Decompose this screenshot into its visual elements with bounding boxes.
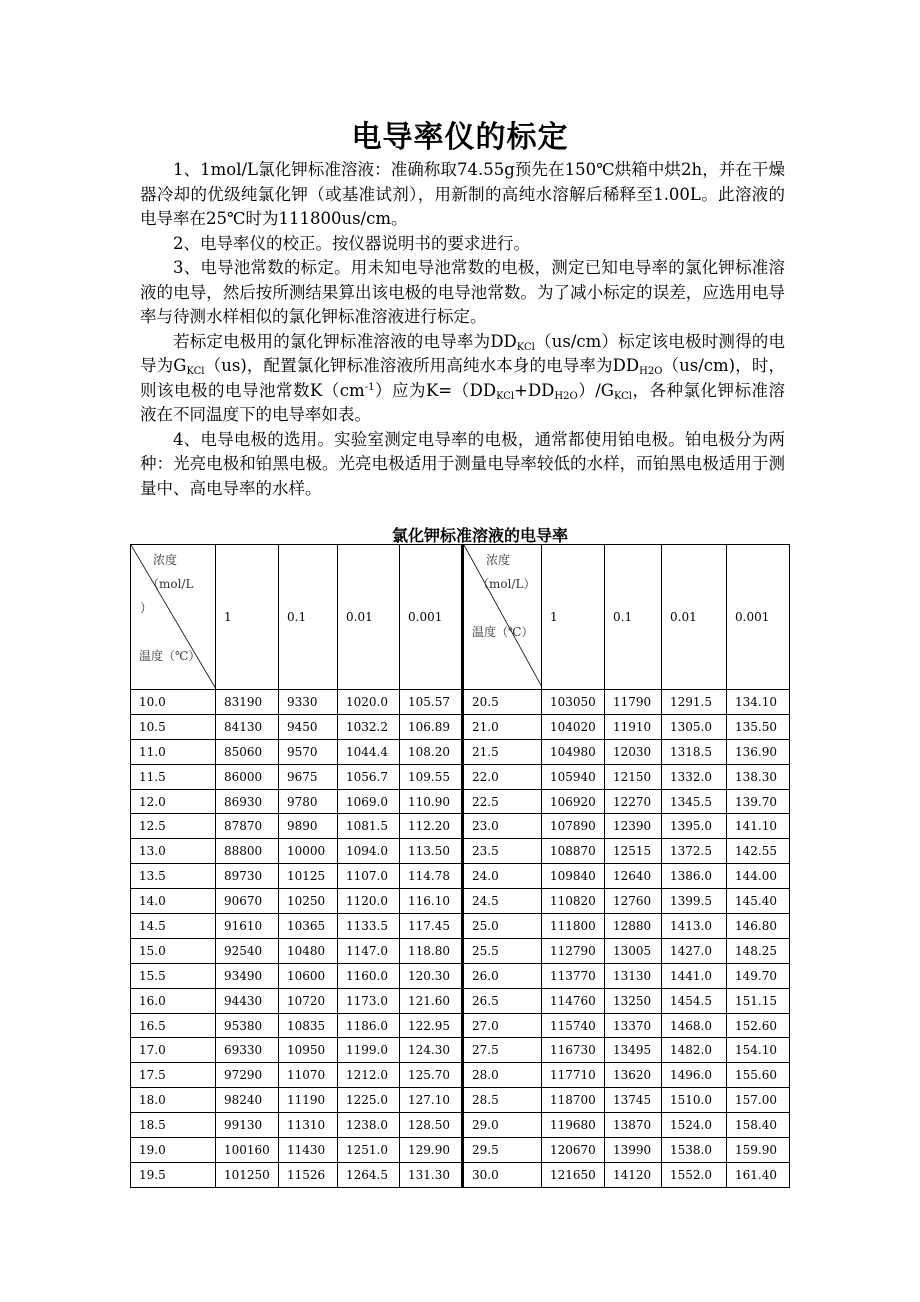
conductivity-cell: 88800 xyxy=(216,839,279,864)
conductivity-cell: 159.90 xyxy=(727,1138,790,1163)
temperature-cell: 17.5 xyxy=(131,1063,216,1088)
conductivity-cell: 10125 xyxy=(279,864,338,889)
conductivity-cell: 13745 xyxy=(605,1088,662,1113)
conductivity-cell: 1454.5 xyxy=(662,988,727,1013)
conductivity-cell: 115740 xyxy=(542,1013,605,1038)
paragraph-4: 4、电导电极的选用。实验室测定电导率的电极，通常都使用铂电极。铂电极分为两种：光亮电极和铂黑电极。光亮电极适用于测量电导率较低的水样，而铂黑电极适用于测量中、高电导率的水样。 xyxy=(140,429,785,498)
page-title: 电导率仪的标定 xyxy=(351,120,569,155)
conductivity-cell: 91610 xyxy=(216,914,279,939)
conductivity-cell: 129.90 xyxy=(400,1138,463,1163)
conductivity-cell: 93490 xyxy=(216,963,279,988)
conductivity-cell: 90670 xyxy=(216,889,279,914)
temperature-cell: 23.5 xyxy=(463,839,542,864)
conductivity-cell: 152.60 xyxy=(727,1013,790,1038)
header-diagonal-cell-left xyxy=(131,545,216,690)
temperature-label: 温度（℃） xyxy=(139,649,201,663)
temperature-cell: 10.0 xyxy=(131,690,216,715)
document-body xyxy=(140,158,785,501)
conductivity-cell: 121650 xyxy=(542,1162,605,1187)
conductivity-cell: 125.70 xyxy=(400,1063,463,1088)
temperature-cell: 27.0 xyxy=(463,1013,542,1038)
conductivity-cell: 89730 xyxy=(216,864,279,889)
table-row xyxy=(131,1162,790,1187)
conductivity-cell: 10000 xyxy=(279,839,338,864)
conductivity-cell: 1225.0 xyxy=(338,1088,400,1113)
conductivity-cell: 11910 xyxy=(605,714,662,739)
table-row xyxy=(131,714,790,739)
conductivity-cell: 83190 xyxy=(216,690,279,715)
conductivity-cell: 1147.0 xyxy=(338,938,400,963)
temperature-cell: 14.0 xyxy=(131,889,216,914)
conductivity-cell: 87870 xyxy=(216,814,279,839)
conductivity-cell: 1413.0 xyxy=(662,914,727,939)
conductivity-cell: 1372.5 xyxy=(662,839,727,864)
conductivity-cell: 10600 xyxy=(279,963,338,988)
temperature-cell: 16.0 xyxy=(131,988,216,1013)
conductivity-cell: 10720 xyxy=(279,988,338,1013)
conductivity-cell: 131.30 xyxy=(400,1162,463,1187)
temperature-cell: 13.5 xyxy=(131,864,216,889)
temperature-cell: 23.0 xyxy=(463,814,542,839)
conductivity-cell: 120670 xyxy=(542,1138,605,1163)
conductivity-cell: 13370 xyxy=(605,1013,662,1038)
conductivity-cell: 12270 xyxy=(605,789,662,814)
conductivity-cell: 12150 xyxy=(605,764,662,789)
conductivity-cell: 11190 xyxy=(279,1088,338,1113)
conductivity-cell: 112.20 xyxy=(400,814,463,839)
conductivity-cell: 144.00 xyxy=(727,864,790,889)
table-row xyxy=(131,814,790,839)
table-row xyxy=(131,1138,790,1163)
table-row xyxy=(131,914,790,939)
conductivity-cell: 113.50 xyxy=(400,839,463,864)
table-row xyxy=(131,1013,790,1038)
formula-paragraph xyxy=(140,330,785,428)
temperature-cell: 19.0 xyxy=(131,1138,216,1163)
conductivity-cell: 84130 xyxy=(216,714,279,739)
conductivity-cell: 1173.0 xyxy=(338,988,400,1013)
conductivity-cell: 1345.5 xyxy=(662,789,727,814)
table-row xyxy=(131,690,790,715)
conductivity-cell: 9450 xyxy=(279,714,338,739)
conductivity-cell: 110820 xyxy=(542,889,605,914)
conc-header: 0.01 xyxy=(338,545,400,690)
conductivity-cell: 13990 xyxy=(605,1138,662,1163)
conductivity-cell: 13620 xyxy=(605,1063,662,1088)
conductivity-cell: 1395.0 xyxy=(662,814,727,839)
conductivity-cell: 12030 xyxy=(605,739,662,764)
conductivity-cell: 1044.4 xyxy=(338,739,400,764)
conductivity-cell: 99130 xyxy=(216,1113,279,1138)
subscript-kcl: KCl xyxy=(516,341,535,353)
conductivity-cell: 135.50 xyxy=(727,714,790,739)
conductivity-table xyxy=(130,544,790,1188)
conductivity-cell: 128.50 xyxy=(400,1113,463,1138)
conductivity-cell: 116.10 xyxy=(400,889,463,914)
temperature-cell: 11.0 xyxy=(131,739,216,764)
conductivity-cell: 86930 xyxy=(216,789,279,814)
conductivity-cell: 10950 xyxy=(279,1038,338,1063)
table-row xyxy=(131,789,790,814)
formula-text: （us)，配置氯化钾标准溶液所用高纯水本身的电导率为DD xyxy=(204,356,640,375)
conductivity-cell: 12880 xyxy=(605,914,662,939)
conductivity-cell: 139.70 xyxy=(727,789,790,814)
formula-text: ，各种氯化钾标准溶液在不同温度下的电导率如表。 xyxy=(140,380,786,424)
conductivity-cell: 118.80 xyxy=(400,938,463,963)
conductivity-cell: 145.40 xyxy=(727,889,790,914)
temperature-cell: 28.0 xyxy=(463,1063,542,1088)
temperature-cell: 29.5 xyxy=(463,1138,542,1163)
conductivity-cell: 1318.5 xyxy=(662,739,727,764)
conductivity-cell: 117710 xyxy=(542,1063,605,1088)
conductivity-cell: 155.60 xyxy=(727,1063,790,1088)
conc-header: 0.001 xyxy=(400,545,463,690)
conc-header: 0.001 xyxy=(727,545,790,690)
conductivity-cell: 100160 xyxy=(216,1138,279,1163)
conductivity-cell: 154.10 xyxy=(727,1038,790,1063)
conductivity-cell: 97290 xyxy=(216,1063,279,1088)
conductivity-cell: 109840 xyxy=(542,864,605,889)
conductivity-cell: 104980 xyxy=(542,739,605,764)
conductivity-cell: 1107.0 xyxy=(338,864,400,889)
conductivity-cell: 138.30 xyxy=(727,764,790,789)
conductivity-cell: 1386.0 xyxy=(662,864,727,889)
conductivity-cell: 103050 xyxy=(542,690,605,715)
temperature-cell: 16.5 xyxy=(131,1013,216,1038)
temperature-cell: 22.5 xyxy=(463,789,542,814)
conductivity-cell: 11526 xyxy=(279,1162,338,1187)
conductivity-cell: 1199.0 xyxy=(338,1038,400,1063)
conductivity-cell: 158.40 xyxy=(727,1113,790,1138)
conductivity-cell: 1496.0 xyxy=(662,1063,727,1088)
conductivity-cell: 124.30 xyxy=(400,1038,463,1063)
conductivity-cell: 10365 xyxy=(279,914,338,939)
conductivity-cell: 69330 xyxy=(216,1038,279,1063)
temperature-cell: 26.0 xyxy=(463,963,542,988)
conductivity-cell: 122.95 xyxy=(400,1013,463,1038)
conductivity-cell: 1291.5 xyxy=(662,690,727,715)
conductivity-cell: 141.10 xyxy=(727,814,790,839)
temperature-cell: 24.5 xyxy=(463,889,542,914)
conductivity-cell: 1538.0 xyxy=(662,1138,727,1163)
temperature-cell: 20.5 xyxy=(463,690,542,715)
temperature-cell: 15.5 xyxy=(131,963,216,988)
temperature-cell: 18.5 xyxy=(131,1113,216,1138)
header-diagonal-cell-right xyxy=(463,545,542,690)
conductivity-cell: 113770 xyxy=(542,963,605,988)
conductivity-cell: 1056.7 xyxy=(338,764,400,789)
concentration-label: 浓度 xyxy=(486,553,511,567)
conductivity-cell: 110.90 xyxy=(400,789,463,814)
conductivity-cell: 86000 xyxy=(216,764,279,789)
conductivity-cell: 9780 xyxy=(279,789,338,814)
conductivity-cell: 1468.0 xyxy=(662,1013,727,1038)
conductivity-cell: 13495 xyxy=(605,1038,662,1063)
conductivity-cell: 12515 xyxy=(605,839,662,864)
table-row xyxy=(131,1088,790,1113)
conductivity-cell: 117.45 xyxy=(400,914,463,939)
temperature-cell: 24.0 xyxy=(463,864,542,889)
conc-header: 0.1 xyxy=(279,545,338,690)
conductivity-cell: 92540 xyxy=(216,938,279,963)
formula-text: +DD xyxy=(514,380,555,400)
conductivity-cell: 11070 xyxy=(279,1063,338,1088)
temperature-cell: 26.5 xyxy=(463,988,542,1013)
conductivity-cell: 85060 xyxy=(216,739,279,764)
subscript-kcl: KCl xyxy=(496,390,515,402)
conc-header: 0.1 xyxy=(605,545,662,690)
conductivity-cell: 1427.0 xyxy=(662,938,727,963)
conductivity-cell: 10480 xyxy=(279,938,338,963)
conductivity-cell: 1160.0 xyxy=(338,963,400,988)
conductivity-cell: 121.60 xyxy=(400,988,463,1013)
table-row xyxy=(131,1063,790,1088)
conductivity-cell: 118700 xyxy=(542,1088,605,1113)
formula-text: 若标定电极用的氯化钾标准溶液的电导率为DD xyxy=(173,331,517,351)
conductivity-cell: 120.30 xyxy=(400,963,463,988)
conductivity-cell: 1094.0 xyxy=(338,839,400,864)
table-caption: 氯化钾标准溶液的电导率 xyxy=(391,526,568,545)
conductivity-cell: 1020.0 xyxy=(338,690,400,715)
temperature-cell: 15.0 xyxy=(131,938,216,963)
conductivity-cell: 9890 xyxy=(279,814,338,839)
temperature-cell: 14.5 xyxy=(131,914,216,939)
paragraph-3: 3、电导池常数的标定。用未知电导池常数的电极，测定已知电导率的氯化钾标准溶液的电导，然后按所测结果算出该电极的电导池常数。为了减小标定的误差，应选用电导率与待测水样相似的氯化钾标准溶液进行标定。 xyxy=(140,258,785,326)
conductivity-cell: 1133.5 xyxy=(338,914,400,939)
temperature-cell: 19.5 xyxy=(131,1162,216,1187)
conductivity-cell: 1332.0 xyxy=(662,764,727,789)
conductivity-cell: 1305.0 xyxy=(662,714,727,739)
conductivity-cell: 1120.0 xyxy=(338,889,400,914)
conductivity-cell: 1069.0 xyxy=(338,789,400,814)
conductivity-cell: 1399.5 xyxy=(662,889,727,914)
paragraph-1: 1、1mol/L氯化钾标准溶液：准确称取74.55g预先在150℃烘箱中烘2h，并在干燥器冷却的优级纯氯化钾（或基准试剂），用新制的高纯水溶解后稀释至1.00L。此溶液的电导率在25℃时为111800us/cm。 xyxy=(140,160,785,228)
temperature-cell: 30.0 xyxy=(463,1162,542,1187)
conductivity-cell: 98240 xyxy=(216,1088,279,1113)
subscript-kcl: KCl xyxy=(613,390,633,402)
temperature-cell: 13.0 xyxy=(131,839,216,864)
temperature-cell: 12.0 xyxy=(131,789,216,814)
conductivity-cell: 13870 xyxy=(605,1113,662,1138)
temperature-cell: 25.0 xyxy=(463,914,542,939)
conductivity-cell: 101250 xyxy=(216,1162,279,1187)
table-header-row xyxy=(131,545,790,690)
temperature-cell: 29.0 xyxy=(463,1113,542,1138)
conductivity-cell: 161.40 xyxy=(727,1162,790,1187)
temperature-cell: 22.0 xyxy=(463,764,542,789)
formula-text: （us/cm）标定该电极时测得的电导为G xyxy=(140,331,785,375)
paragraph-2: 2、电导率仪的校正。按仪器说明书的要求进行。 xyxy=(173,233,530,253)
conductivity-cell: 127.10 xyxy=(400,1088,463,1113)
conductivity-cell: 1524.0 xyxy=(662,1113,727,1138)
table-row xyxy=(131,739,790,764)
formula-text: ）/G xyxy=(577,380,614,400)
conductivity-cell: 10250 xyxy=(279,889,338,914)
superscript-neg1: -1 xyxy=(364,381,375,393)
conductivity-cell: 108870 xyxy=(542,839,605,864)
conductivity-cell: 1251.0 xyxy=(338,1138,400,1163)
conductivity-cell: 1186.0 xyxy=(338,1013,400,1038)
conductivity-cell: 112790 xyxy=(542,938,605,963)
conductivity-cell: 107890 xyxy=(542,814,605,839)
table-row xyxy=(131,988,790,1013)
conc-header: 0.01 xyxy=(662,545,727,690)
temperature-cell: 27.5 xyxy=(463,1038,542,1063)
conductivity-cell: 114760 xyxy=(542,988,605,1013)
conductivity-cell: 11790 xyxy=(605,690,662,715)
conductivity-cell: 10835 xyxy=(279,1013,338,1038)
conductivity-cell: 1552.0 xyxy=(662,1162,727,1187)
table-row xyxy=(131,839,790,864)
table-row xyxy=(131,764,790,789)
conductivity-cell: 1482.0 xyxy=(662,1038,727,1063)
formula-text: ）应为K=（DD xyxy=(374,380,497,400)
conductivity-cell: 9330 xyxy=(279,690,338,715)
conductivity-cell: 12640 xyxy=(605,864,662,889)
formula-text: （us/cm)，时，则该电极的电导池常数K（cm xyxy=(140,356,785,400)
concentration-unit: （mol/L xyxy=(147,577,194,591)
conductivity-cell: 104020 xyxy=(542,714,605,739)
temperature-cell: 12.5 xyxy=(131,814,216,839)
conductivity-cell: 108.20 xyxy=(400,739,463,764)
subscript-h2o: H2O xyxy=(639,366,663,377)
temperature-cell: 11.5 xyxy=(131,764,216,789)
table-row xyxy=(131,1038,790,1063)
conductivity-cell: 105.57 xyxy=(400,690,463,715)
conductivity-cell: 13250 xyxy=(605,988,662,1013)
conductivity-cell: 142.55 xyxy=(727,839,790,864)
temperature-cell: 18.0 xyxy=(131,1088,216,1113)
conductivity-cell: 157.00 xyxy=(727,1088,790,1113)
conductivity-cell: 1081.5 xyxy=(338,814,400,839)
conductivity-cell: 1441.0 xyxy=(662,963,727,988)
conductivity-cell: 116730 xyxy=(542,1038,605,1063)
conductivity-cell: 106.89 xyxy=(400,714,463,739)
temperature-cell: 21.5 xyxy=(463,739,542,764)
concentration-label: 浓度 xyxy=(153,553,178,567)
conductivity-cell: 1238.0 xyxy=(338,1113,400,1138)
conductivity-cell: 146.80 xyxy=(727,914,790,939)
conductivity-cell: 1212.0 xyxy=(338,1063,400,1088)
conductivity-cell: 12760 xyxy=(605,889,662,914)
temperature-cell: 17.0 xyxy=(131,1038,216,1063)
conductivity-cell: 9570 xyxy=(279,739,338,764)
conductivity-cell: 136.90 xyxy=(727,739,790,764)
conc-header: 1 xyxy=(542,545,605,690)
table-row xyxy=(131,1113,790,1138)
conductivity-cell: 148.25 xyxy=(727,938,790,963)
table-row xyxy=(131,889,790,914)
conductivity-cell: 134.10 xyxy=(727,690,790,715)
conductivity-cell: 1032.2 xyxy=(338,714,400,739)
conductivity-cell: 13005 xyxy=(605,938,662,963)
conductivity-cell: 9675 xyxy=(279,764,338,789)
conductivity-cell: 111800 xyxy=(542,914,605,939)
temperature-cell: 10.5 xyxy=(131,714,216,739)
subscript-h2o: H2O xyxy=(554,390,578,402)
conductivity-cell: 105940 xyxy=(542,764,605,789)
conductivity-cell: 1510.0 xyxy=(662,1088,727,1113)
concentration-unit: （mol/L） xyxy=(477,577,536,591)
table-row xyxy=(131,938,790,963)
temperature-cell: 28.5 xyxy=(463,1088,542,1113)
conductivity-cell: 14120 xyxy=(605,1162,662,1187)
conductivity-cell: 1264.5 xyxy=(338,1162,400,1187)
temperature-cell: 21.0 xyxy=(463,714,542,739)
temperature-cell: 25.5 xyxy=(463,938,542,963)
conductivity-cell: 95380 xyxy=(216,1013,279,1038)
conductivity-cell: 151.15 xyxy=(727,988,790,1013)
concentration-unit-end: ） xyxy=(140,601,153,615)
conductivity-cell: 119680 xyxy=(542,1113,605,1138)
table-row xyxy=(131,963,790,988)
conductivity-cell: 114.78 xyxy=(400,864,463,889)
conductivity-cell: 109.55 xyxy=(400,764,463,789)
conductivity-cell: 94430 xyxy=(216,988,279,1013)
subscript-kcl: KCl xyxy=(186,366,205,377)
conductivity-cell: 12390 xyxy=(605,814,662,839)
table-row xyxy=(131,864,790,889)
conductivity-cell: 149.70 xyxy=(727,963,790,988)
conductivity-cell: 13130 xyxy=(605,963,662,988)
temperature-label: 温度（℃） xyxy=(472,625,534,639)
conductivity-cell: 11310 xyxy=(279,1113,338,1138)
conductivity-cell: 11430 xyxy=(279,1138,338,1163)
conductivity-cell: 106920 xyxy=(542,789,605,814)
conc-header: 1 xyxy=(216,545,279,690)
